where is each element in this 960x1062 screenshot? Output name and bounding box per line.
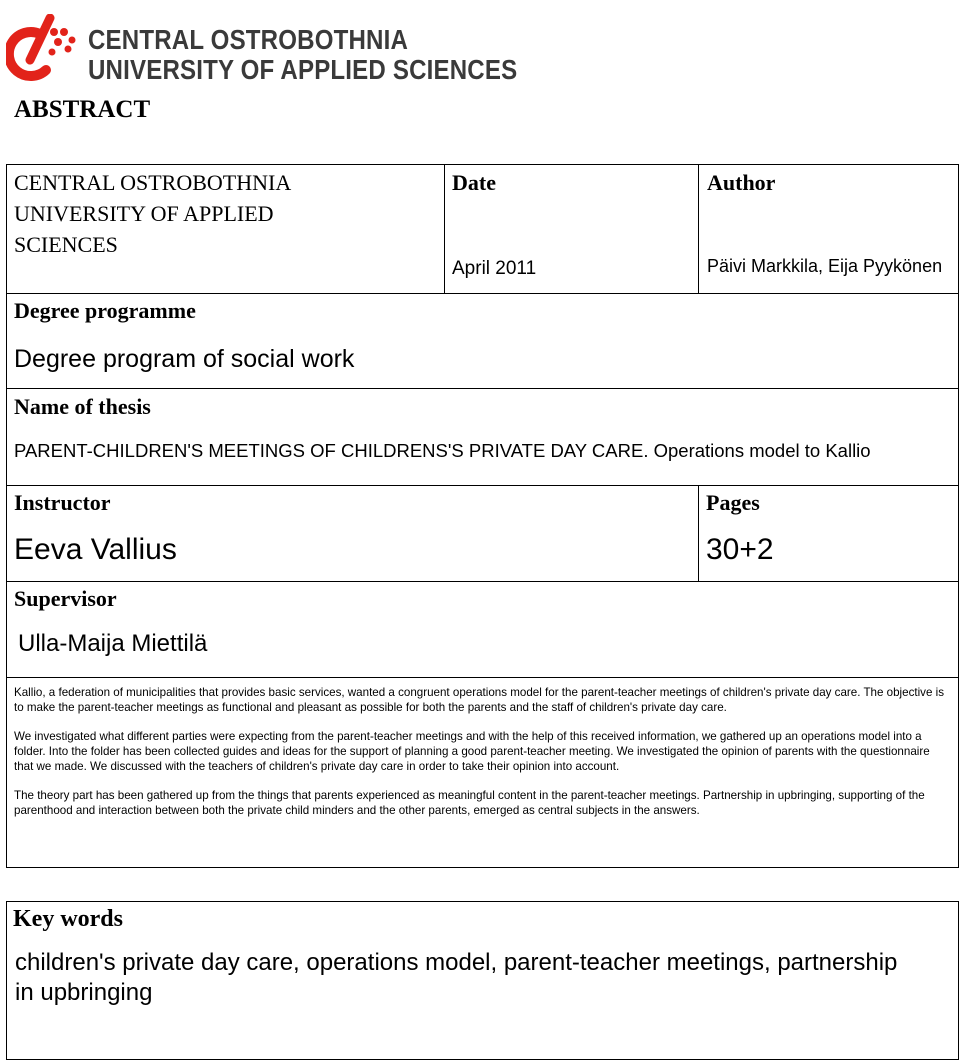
divider: [7, 293, 958, 294]
divider: [7, 388, 958, 389]
abstract-form: [6, 164, 959, 868]
divider: [698, 485, 699, 581]
author-value: Päivi Markkila, Eija Pyykönen: [707, 256, 943, 276]
date-value: April 2011: [452, 258, 537, 279]
university-logo: [6, 14, 518, 85]
author-label: Author: [707, 170, 776, 195]
supervisor-value: Ulla-Maija Miettilä: [18, 630, 208, 657]
university-line3: SCIENCES: [14, 232, 118, 257]
abstract-heading: ABSTRACT: [14, 96, 151, 123]
university-line2: UNIVERSITY OF APPLIED: [14, 201, 274, 226]
abstract-paragraph: We investigated what different parties were expecting from the parent-teacher meetings and with the help of this received information, we gathered up an operations model into a folder. Into the folder has been collected guides and ideas for the support of planning a good parent-teacher meeting. We investigated the opinion of parents with the questionnaire that we made. We discussed with the teachers of children's private day care in order to take their opinion into account.: [14, 730, 930, 773]
instructor-value: Eeva Vallius: [14, 533, 177, 566]
divider: [7, 581, 958, 582]
abstract-text: [14, 685, 949, 832]
keywords-value: children's private day care, operations model, parent-teacher meetings, partnership in upbringing: [15, 949, 898, 1006]
university-line1: CENTRAL OSTROBOTHNIA: [14, 170, 292, 195]
keywords-label: Key words: [13, 906, 123, 932]
thesis-name-label: Name of thesis: [14, 394, 151, 419]
supervisor-label: Supervisor: [14, 586, 117, 611]
degree-programme-value: Degree program of social work: [14, 345, 355, 373]
divider: [7, 485, 958, 486]
logo-text-line1: CENTRAL OSTROBOTHNIA: [88, 24, 409, 55]
keywords-box: [6, 901, 959, 1060]
degree-programme-label: Degree programme: [14, 298, 196, 323]
thesis-name-value: PARENT-CHILDREN'S MEETINGS OF CHILDRENS'S PRIVATE DAY CARE. Operations model to Kallio: [14, 440, 871, 461]
logo-text-line2: UNIVERSITY OF APPLIED SCIENCES: [88, 54, 518, 85]
instructor-label: Instructor: [14, 490, 111, 515]
pages-label: Pages: [706, 490, 760, 515]
divider: [698, 165, 699, 293]
divider: [444, 165, 445, 293]
pages-value: 30+2: [706, 533, 774, 566]
university-name: [14, 167, 291, 260]
date-label: Date: [452, 170, 496, 195]
abstract-paragraph: The theory part has been gathered up from the things that parents experienced as meaningful content in the parent-teacher meetings. Partnership in upbringing, supporting of the parenthood and interaction between both the private child minders and the other parents, emerged as central subjects in the answers.: [14, 789, 925, 817]
abstract-paragraph: Kallio, a federation of municipalities that provides basic services, wanted a congruent operations model for the parent-teacher meetings of children's private day care. The objective is to make the parent-teacher meetings as functional and pleasant as possible for both the parents and the staff of children's private day care.: [14, 686, 945, 714]
divider: [7, 677, 958, 678]
university-logo-icon: [6, 14, 78, 84]
